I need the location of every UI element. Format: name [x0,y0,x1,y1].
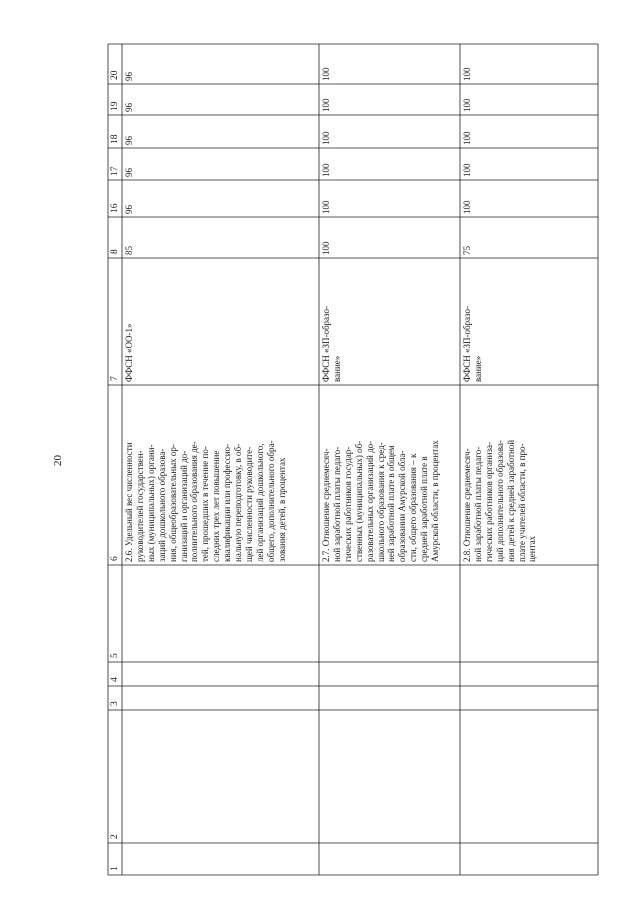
source-line: вание» [472,355,483,382]
value-cell-c18: 100 [321,131,331,145]
indicator-line: ных (муниципальных) органи- [145,444,156,562]
indicator-cell [321,440,441,562]
indicator-line: нальную переподготовку, в об- [233,443,244,562]
indicator-line: руководителей государствен- [134,450,145,562]
value-cell-c16: 100 [462,200,472,214]
value-cell-c19: 100 [321,98,331,112]
header-c1: 1 [110,866,120,871]
indicator-line: ния, общеобразовательных ор- [167,444,178,562]
indicator-line: ственных (муниципальных) об- [353,440,364,562]
page-number: 20 [52,455,64,466]
indicator-line: центах [527,535,538,562]
indicator-cell [462,440,538,562]
indicator-line: ной заработной платы педаго- [331,446,342,562]
value-cell-c19: 100 [462,98,472,112]
value-cell-c17: 96 [124,168,134,177]
indicator-line: гических работников государ- [342,446,353,562]
value-cell-c20: 100 [321,67,331,81]
header-c20: 20 [110,70,120,80]
value-cell-c19: 96 [124,103,134,112]
indicator-line: 2.8. Отношение среднемесяч- [462,448,472,562]
value-cell-c18: 100 [462,131,472,145]
indicator-line: гических работников организа- [483,442,494,562]
header-c5: 5 [110,653,120,658]
base-value-cell: 85 [124,246,134,255]
value-cell-c16: 100 [321,200,331,214]
indicator-line: общего, дополнительного обра- [265,440,276,562]
indicator-line: тей, прошедших в течение по- [200,446,211,562]
source-line: вание» [331,355,342,382]
value-cell-c16: 96 [124,205,134,214]
header-c8: 8 [110,249,120,254]
header-c16: 16 [110,203,120,213]
indicator-line: 2.6. Удельный вес численности [124,442,134,562]
indicator-line: сти, общего образования – к [408,453,419,562]
base-value-cell: 100 [321,241,331,255]
source-cell [124,324,135,382]
base-value-cell: 75 [462,246,472,255]
header-c3: 3 [110,701,120,706]
indicator-line: 2.7. Отношение среднемесяч- [321,448,331,562]
indicator-line: плате учителей области, в про- [516,443,527,562]
indicator-line: зования детей, в процентах [276,457,287,562]
source-cell [321,306,343,382]
indicator-line: следних трех лет повышение [211,450,222,562]
indicator-line: ций дополнительного образова- [494,440,505,562]
value-cell-c18: 96 [124,136,134,145]
indicator-line: разовательных организаций до- [364,440,375,562]
indicator-line: квалификации или профессио- [222,443,233,562]
indicator-line: школьного образования к сред- [375,442,386,562]
indicator-line: полнительного образования де- [189,441,200,562]
indicator-line: ганизаций и организаций до- [178,450,189,562]
value-cell-c20: 96 [124,72,134,81]
indicator-cell [124,441,288,563]
value-cell-c17: 100 [321,163,331,177]
header-c2: 2 [110,834,120,839]
header-c6: 6 [110,556,120,561]
source-cell [462,306,484,382]
source-line: ФФСН «ЗП-образо- [462,305,472,382]
source-line: ФФСН «ЗП-образо- [321,305,331,382]
source-line: ФФСН «ОО-1» [124,323,134,382]
header-c4: 4 [110,677,120,682]
indicator-line: средней заработной плате в [419,456,430,562]
value-cell-c20: 100 [462,67,472,81]
header-c17: 17 [110,166,120,176]
indicator-line: образовании Амурской обла- [397,450,408,562]
value-cell-c17: 100 [462,163,472,177]
header-c18: 18 [110,134,120,144]
indicator-line: Амурской области, в процентах [430,440,441,562]
indicator-line: ней заработной плате в общем [386,445,397,562]
indicator-line: ния детей к средней заработной [505,439,516,562]
indicator-line: заций дошкольного образова- [156,448,167,562]
indicator-line: лей организаций дошкольного, [254,443,265,562]
indicator-line: щей численности руководите- [243,446,254,562]
header-c19: 19 [110,101,120,111]
indicator-line: ной заработной платы педаго- [472,446,483,562]
header-c7: 7 [110,376,120,381]
